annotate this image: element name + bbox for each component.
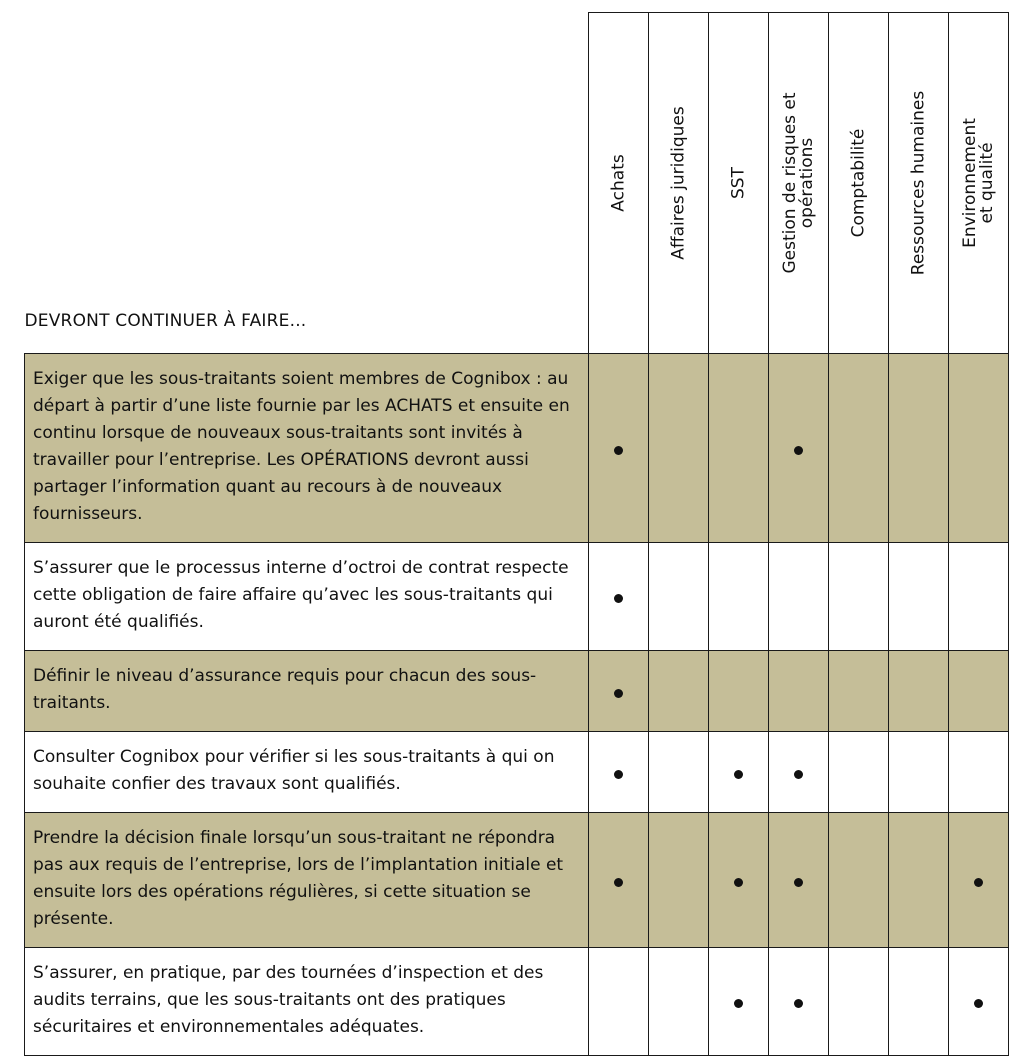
- table-row: [25, 650, 1009, 731]
- mark-cell: [589, 947, 649, 1055]
- bullet-icon: [614, 770, 623, 779]
- mark-cell: [829, 353, 889, 542]
- column-header-environnement-qualite: [949, 13, 1009, 354]
- mark-cell: [709, 353, 769, 542]
- mark-cell: [709, 947, 769, 1055]
- mark-cell: [829, 731, 889, 812]
- table-row: [25, 731, 1009, 812]
- mark-cell: [769, 650, 829, 731]
- mark-cell: [769, 542, 829, 650]
- bullet-icon: [974, 878, 983, 887]
- column-header-label: Comptabilité: [848, 128, 868, 238]
- table-row: [25, 947, 1009, 1055]
- mark-cell: [889, 542, 949, 650]
- task-description: Définir le niveau d’assurance requis pour chacun des sous-traitants.: [25, 650, 589, 731]
- column-header-label: SST: [728, 166, 748, 199]
- mark-cell: [649, 353, 709, 542]
- bullet-icon: [794, 770, 803, 779]
- mark-cell: [709, 812, 769, 947]
- bullet-icon: [614, 594, 623, 603]
- bullet-icon: [614, 446, 623, 455]
- bullet-icon: [734, 999, 743, 1008]
- mark-cell: [589, 542, 649, 650]
- mark-cell: [949, 947, 1009, 1055]
- mark-cell: [949, 542, 1009, 650]
- column-header-gestion-risques: [769, 13, 829, 354]
- mark-cell: [949, 731, 1009, 812]
- mark-cell: [589, 353, 649, 542]
- mark-cell: [889, 947, 949, 1055]
- column-header-label: Affaires juridiques: [668, 106, 688, 260]
- mark-cell: [949, 812, 1009, 947]
- header-row: [25, 13, 1009, 354]
- mark-cell: [709, 731, 769, 812]
- mark-cell: [649, 542, 709, 650]
- mark-cell: [769, 353, 829, 542]
- matrix-title: DEVRONT CONTINUER À FAIRE...: [25, 13, 589, 354]
- mark-cell: [889, 650, 949, 731]
- bullet-icon: [614, 878, 623, 887]
- column-header-sst: [709, 13, 769, 354]
- mark-cell: [829, 812, 889, 947]
- mark-cell: [589, 812, 649, 947]
- mark-cell: [709, 650, 769, 731]
- bullet-icon: [794, 878, 803, 887]
- column-header-label-line2: et qualité: [976, 142, 997, 224]
- column-header-label: Achats: [608, 154, 628, 212]
- mark-cell: [649, 650, 709, 731]
- mark-cell: [589, 650, 649, 731]
- column-header-affaires-juridiques: [649, 13, 709, 354]
- task-description: S’assurer que le processus interne d’octroi de contrat respecte cette obligation de faire affaire qu’avec les sous-traitants qui auront été qualifiés.: [25, 542, 589, 650]
- mark-cell: [889, 353, 949, 542]
- bullet-icon: [794, 446, 803, 455]
- mark-cell: [649, 812, 709, 947]
- mark-cell: [769, 812, 829, 947]
- mark-cell: [829, 542, 889, 650]
- bullet-icon: [974, 999, 983, 1008]
- column-header-label-line2: opérations: [796, 137, 817, 228]
- mark-cell: [649, 731, 709, 812]
- bullet-icon: [794, 999, 803, 1008]
- task-description: Consulter Cognibox pour vérifier si les sous-traitants à qui on souhaite confier des travaux sont qualifiés.: [25, 731, 589, 812]
- mark-cell: [829, 650, 889, 731]
- mark-cell: [709, 542, 769, 650]
- column-header-label: Gestion de risques et: [779, 92, 800, 274]
- mark-cell: [829, 947, 889, 1055]
- column-header-achats: [589, 13, 649, 354]
- mark-cell: [949, 650, 1009, 731]
- task-description: Exiger que les sous-traitants soient membres de Cognibox : au départ à partir d’une liste fournie par les ACHATS et ensuite en continu lorsque de nouveaux sous-traitants sont invités à travailler pour l’entreprise. Les OPÉRATIONS devront aussi partager l’information quant au recours à de nouveaux fournisseurs.: [25, 353, 589, 542]
- task-description: Prendre la décision finale lorsqu’un sous-traitant ne répondra pas aux requis de l’entreprise, lors de l’implantation initiale et ensuite lors des opérations régulières, si cette situation se présente.: [25, 812, 589, 947]
- bullet-icon: [734, 878, 743, 887]
- bullet-icon: [734, 770, 743, 779]
- mark-cell: [889, 812, 949, 947]
- table-row: [25, 353, 1009, 542]
- mark-cell: [889, 731, 949, 812]
- table-row: [25, 542, 1009, 650]
- mark-cell: [649, 947, 709, 1055]
- column-header-ressources-humaines: [889, 13, 949, 354]
- column-header-label: Ressources humaines: [908, 90, 928, 275]
- column-header-comptabilite: [829, 13, 889, 354]
- mark-cell: [769, 947, 829, 1055]
- column-header-label: Environnement: [959, 117, 980, 248]
- responsibility-matrix: [24, 12, 1009, 1056]
- mark-cell: [769, 731, 829, 812]
- task-description: S’assurer, en pratique, par des tournées d’inspection et des audits terrains, que les sous-traitants ont des pratiques sécuritaires et environnementales adéquates.: [25, 947, 589, 1055]
- table-row: [25, 812, 1009, 947]
- mark-cell: [949, 353, 1009, 542]
- bullet-icon: [614, 689, 623, 698]
- mark-cell: [589, 731, 649, 812]
